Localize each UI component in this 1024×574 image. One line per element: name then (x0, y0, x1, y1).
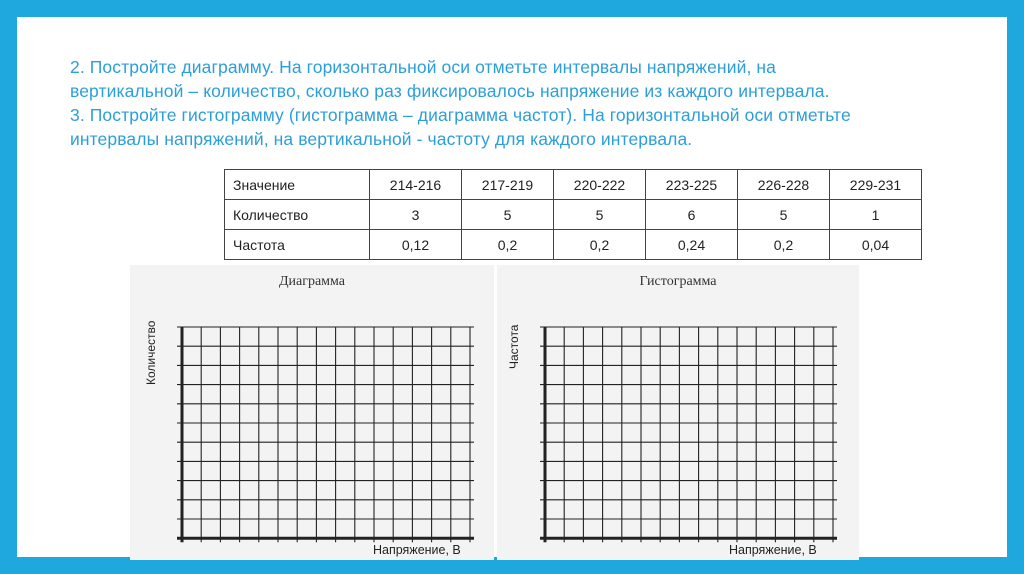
histogram-title: Гистограмма (639, 274, 717, 289)
instruction-line-1: 2. Постройте диаграмму. На горизонтальной оси отметьте интервалы напряжений, на (70, 57, 776, 77)
histogram-grid (497, 265, 859, 560)
slide (17, 17, 1007, 557)
diagram-grid (130, 265, 494, 560)
table-cell: 1 (830, 200, 922, 230)
diagram-x-label: Напряжение, В (373, 543, 461, 557)
row-label: Количество (225, 200, 370, 230)
table-cell: 0,2 (462, 230, 554, 260)
table-cell: 0,24 (646, 230, 738, 260)
diagram-title: Диаграмма (278, 274, 346, 289)
table-cell: 0,12 (370, 230, 462, 260)
table-cell: 6 (646, 200, 738, 230)
table-cell: 5 (554, 200, 646, 230)
diagram-panel (130, 265, 494, 560)
table-row-values (225, 170, 922, 200)
instruction-line-4: интервалы напряжений, на вертикальной - частоту для каждого интервала. (70, 129, 693, 149)
table-cell: 223-225 (646, 170, 738, 200)
table-cell: 0,2 (554, 230, 646, 260)
table-cell: 226-228 (738, 170, 830, 200)
instructions-text (70, 55, 970, 151)
histogram-panel (497, 265, 859, 560)
diagram-y-label: Количество (144, 320, 158, 385)
table-cell: 5 (462, 200, 554, 230)
table-cell: 3 (370, 200, 462, 230)
row-label: Значение (225, 170, 370, 200)
table-row-count (225, 200, 922, 230)
row-label: Частота (225, 230, 370, 260)
table-cell: 0,04 (830, 230, 922, 260)
table-row-frequency (225, 230, 922, 260)
voltage-table (224, 169, 922, 260)
table-cell: 214-216 (370, 170, 462, 200)
table-cell: 220-222 (554, 170, 646, 200)
table-cell: 5 (738, 200, 830, 230)
table-cell: 217-219 (462, 170, 554, 200)
table-cell: 229-231 (830, 170, 922, 200)
histogram-x-label: Напряжение, В (729, 543, 817, 557)
histogram-y-label: Частота (507, 324, 521, 369)
instruction-line-3: 3. Постройте гистограмму (гистограмма – диаграмма частот). На горизонтальной оси отметьте (70, 105, 851, 125)
table-cell: 0,2 (738, 230, 830, 260)
instruction-line-2: вертикальной – количество, сколько раз фиксировалось напряжение из каждого интервала. (70, 81, 830, 101)
